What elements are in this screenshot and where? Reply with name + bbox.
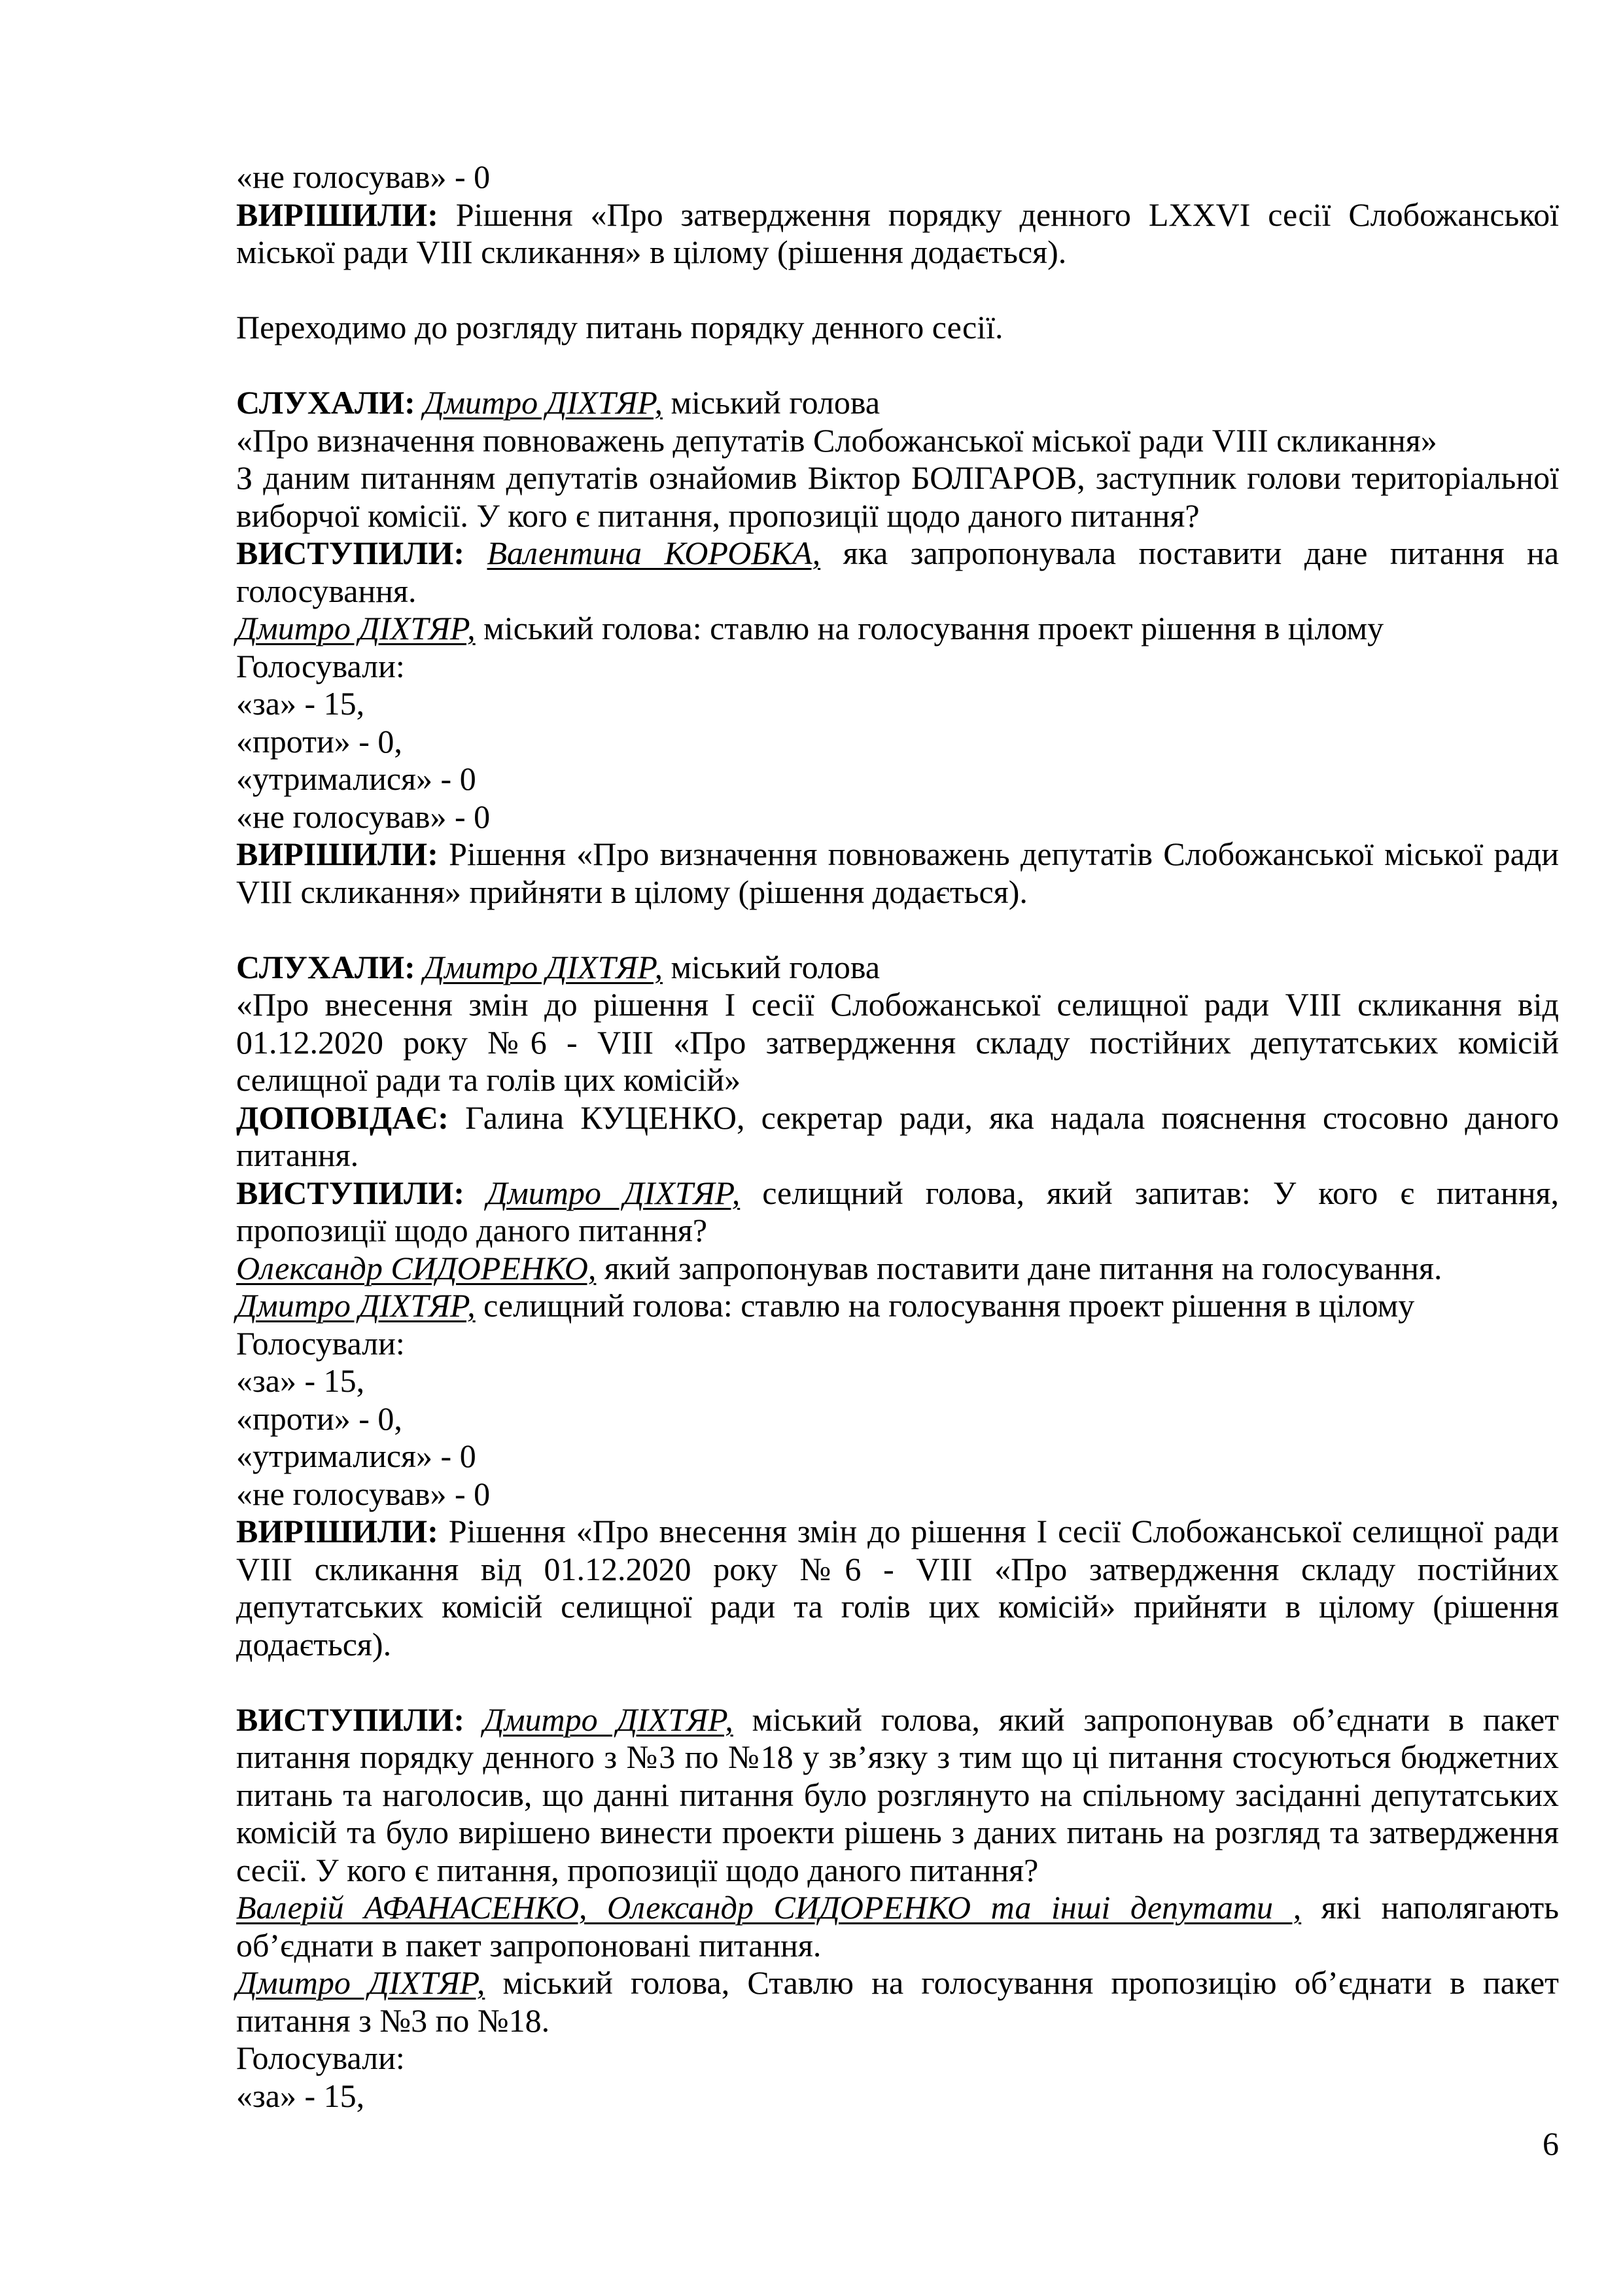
speaker-name: Дмитро ДІХТЯР,	[423, 948, 663, 985]
text-line	[236, 1362, 1559, 1400]
text-line	[236, 497, 1559, 535]
text: голосування.	[236, 572, 417, 609]
text-line	[236, 1964, 1559, 2002]
text-line	[236, 874, 1559, 911]
speaker-name: Дмитро ДІХТЯР,	[483, 1701, 733, 1738]
section-label: СЛУХАЛИ:	[236, 384, 415, 421]
text-line	[236, 573, 1559, 610]
text-line	[236, 986, 1559, 1024]
text-line	[236, 158, 1559, 196]
text: Галина КУЦЕНКО, секретар ради, яка надала пояснення стосовно даного	[448, 1099, 1559, 1136]
text-line	[236, 723, 1559, 761]
text: З даним питанням депутатів ознайомив Віктор БОЛГАРОВ, заступник голови територіальної	[236, 459, 1559, 496]
text-line	[236, 1588, 1559, 1626]
text	[415, 949, 424, 985]
text: селищний голова, який запитав: У кого є питання,	[740, 1174, 1559, 1211]
text: Рішення «Про визначення повноважень депутатів Слобожанської міської ради	[438, 836, 1559, 872]
text: Голосували:	[236, 2040, 405, 2076]
text: 01.12.2020 року №6 - VIII «Про затвердження складу постійних депутатських комісій	[236, 1023, 1559, 1061]
text-line	[236, 1739, 1559, 1776]
text-line	[236, 2002, 1559, 2040]
text-line	[236, 798, 1559, 836]
text-line	[236, 760, 1559, 798]
text-line	[236, 1626, 1559, 1664]
text: «утрималися» - 0	[236, 1438, 476, 1474]
blank-line	[236, 272, 1559, 309]
text-line	[236, 535, 1559, 573]
speaker-name: Дмитро ДІХТЯР,	[236, 1287, 476, 1324]
section-label: ВИРІШИЛИ:	[236, 836, 438, 872]
text: об’єднати в пакет запропоновані питання.	[236, 1926, 822, 1964]
text-line	[236, 1776, 1559, 1814]
blank-line	[236, 347, 1559, 385]
text: питання з №3 по №18.	[236, 2002, 550, 2039]
text: виборчої комісії. У кого є питання, пропозиції щодо даного питання?	[236, 497, 1200, 534]
text: депутатських комісій селищної ради та голів цих комісій» прийняти в цілому (рішення	[236, 1588, 1559, 1625]
text-line	[236, 685, 1559, 723]
section-label: ВИРІШИЛИ:	[236, 196, 438, 233]
text: селищної ради та голів цих комісій»	[236, 1061, 741, 1098]
speaker-name: Дмитро ДІХТЯР,	[487, 1174, 741, 1211]
section-label: ДОПОВІДАЄ:	[236, 1099, 449, 1136]
text: який запропонував поставити дане питання на голосування.	[596, 1249, 1442, 1286]
text-line	[236, 836, 1559, 874]
text: «Про внесення змін до рішення І сесії Слобожанської селищної ради VIII скликання від	[236, 986, 1559, 1023]
text: Голосували:	[236, 647, 405, 684]
text-line	[236, 1287, 1559, 1325]
text: міський голова, який запропонував об’єднати в пакет	[733, 1701, 1559, 1738]
section-label: ВИСТУПИЛИ:	[236, 535, 464, 571]
text: додається).	[236, 1625, 392, 1663]
text: питання.	[236, 1137, 359, 1173]
section-label: СЛУХАЛИ:	[236, 948, 415, 985]
speaker-name: Дмитро ДІХТЯР,	[236, 610, 476, 646]
text: міський голова: ставлю на голосування проект рішення в цілому	[475, 610, 1384, 646]
page-number: 6	[1543, 2125, 1559, 2162]
text-line	[236, 1212, 1559, 1250]
text: «за» - 15,	[236, 1362, 365, 1399]
text: міський голова, Ставлю на голосування пропозицію об’єднати в пакет	[485, 1964, 1560, 2001]
text	[464, 1701, 483, 1738]
text-line	[236, 949, 1559, 987]
text: міський голова	[662, 948, 881, 985]
text: які наполягають	[1301, 1889, 1559, 1926]
speaker-name: Дмитро ДІХТЯР,	[236, 1964, 485, 2001]
text: яка запропонувала поставити дане питання на	[820, 535, 1560, 571]
text-line	[236, 1438, 1559, 1475]
text: «за» - 15,	[236, 685, 365, 722]
text-line	[236, 1927, 1559, 1965]
blank-line	[236, 1663, 1559, 1701]
text	[464, 535, 487, 571]
speaker-name: Валентина КОРОБКА,	[487, 535, 821, 571]
text-line	[236, 610, 1559, 648]
text	[464, 1174, 487, 1211]
text: Голосували:	[236, 1324, 405, 1362]
speaker-name: Валерій АФАНАСЕНКО, Олександр СИДОРЕНКО та інші депутати ,	[236, 1889, 1302, 1926]
text: «за» - 15,	[236, 2077, 365, 2114]
text	[415, 384, 424, 421]
text: «утрималися» - 0	[236, 760, 476, 797]
text: Переходимо до розгляду питань порядку денного сесії.	[236, 309, 1003, 345]
text-line	[236, 1814, 1559, 1852]
text: VIII скликання від 01.12.2020 року №6 - VIII «Про затвердження складу постійних	[236, 1550, 1559, 1587]
text-line	[236, 384, 1559, 422]
text: питань та наголосив, що данні питання було розглянуто на спільному засіданні депутатських	[236, 1776, 1559, 1813]
text: Рішення «Про затвердження порядку денного LXXVI сесії Слобожанської	[438, 196, 1559, 233]
text: VIII скликання» прийняти в цілому (рішення додається).	[236, 873, 1028, 910]
text-line	[236, 1551, 1559, 1589]
text-line	[236, 459, 1559, 497]
text-line	[236, 196, 1559, 234]
text-line	[236, 1024, 1559, 1062]
text: міської ради VIII скликання» в цілому (рішення додається).	[236, 234, 1067, 270]
text-line	[236, 1400, 1559, 1438]
text: «не голосував» - 0	[236, 798, 491, 835]
text: «проти» - 0,	[236, 722, 402, 760]
section-label: ВИСТУПИЛИ:	[236, 1701, 464, 1738]
section-label: ВИРІШИЛИ:	[236, 1513, 438, 1549]
text-line	[236, 2077, 1559, 2115]
text: питання порядку денного з №3 по №18 у зв’язку з тим що ці питання стосуються бюджетних	[236, 1739, 1559, 1775]
speaker-name: Дмитро ДІХТЯР,	[423, 384, 663, 421]
text-line	[236, 1061, 1559, 1099]
text: «проти» - 0,	[236, 1400, 402, 1437]
text: сесії. У кого є питання, пропозиції щодо даного питання?	[236, 1851, 1039, 1888]
text-line	[236, 1513, 1559, 1551]
text-line	[236, 309, 1559, 347]
text: пропозиції щодо даного питання?	[236, 1212, 708, 1248]
text-line	[236, 1475, 1559, 1513]
section-label: ВИСТУПИЛИ:	[236, 1174, 464, 1211]
text-line	[236, 234, 1559, 272]
text-line	[236, 648, 1559, 686]
text: «Про визначення повноважень депутатів Слобожанської міської ради VIII скликання»	[236, 421, 1437, 459]
text: комісій та було вирішено винести проекти рішень з даних питань на розгляд та затвердження	[236, 1814, 1559, 1850]
speaker-name: Олександр СИДОРЕНКО,	[236, 1249, 597, 1286]
text-line	[236, 1889, 1559, 1927]
text-line	[236, 1701, 1559, 1739]
text-line	[236, 422, 1559, 460]
text-line	[236, 1174, 1559, 1212]
text-line	[236, 1852, 1559, 1890]
text-line	[236, 1099, 1559, 1137]
text-line	[236, 1325, 1559, 1363]
text: міський голова	[662, 384, 881, 421]
text: «не голосував» - 0	[236, 158, 491, 195]
document-body	[236, 158, 1559, 2115]
text: селищний голова: ставлю на голосування проект рішення в цілому	[475, 1287, 1415, 1324]
text-line	[236, 2040, 1559, 2077]
text: Рішення «Про внесення змін до рішення І сесії Слобожанської селищної ради	[438, 1513, 1559, 1549]
text: «не голосував» - 0	[236, 1475, 491, 1512]
blank-line	[236, 911, 1559, 949]
text-line	[236, 1250, 1559, 1288]
text-line	[236, 1137, 1559, 1174]
